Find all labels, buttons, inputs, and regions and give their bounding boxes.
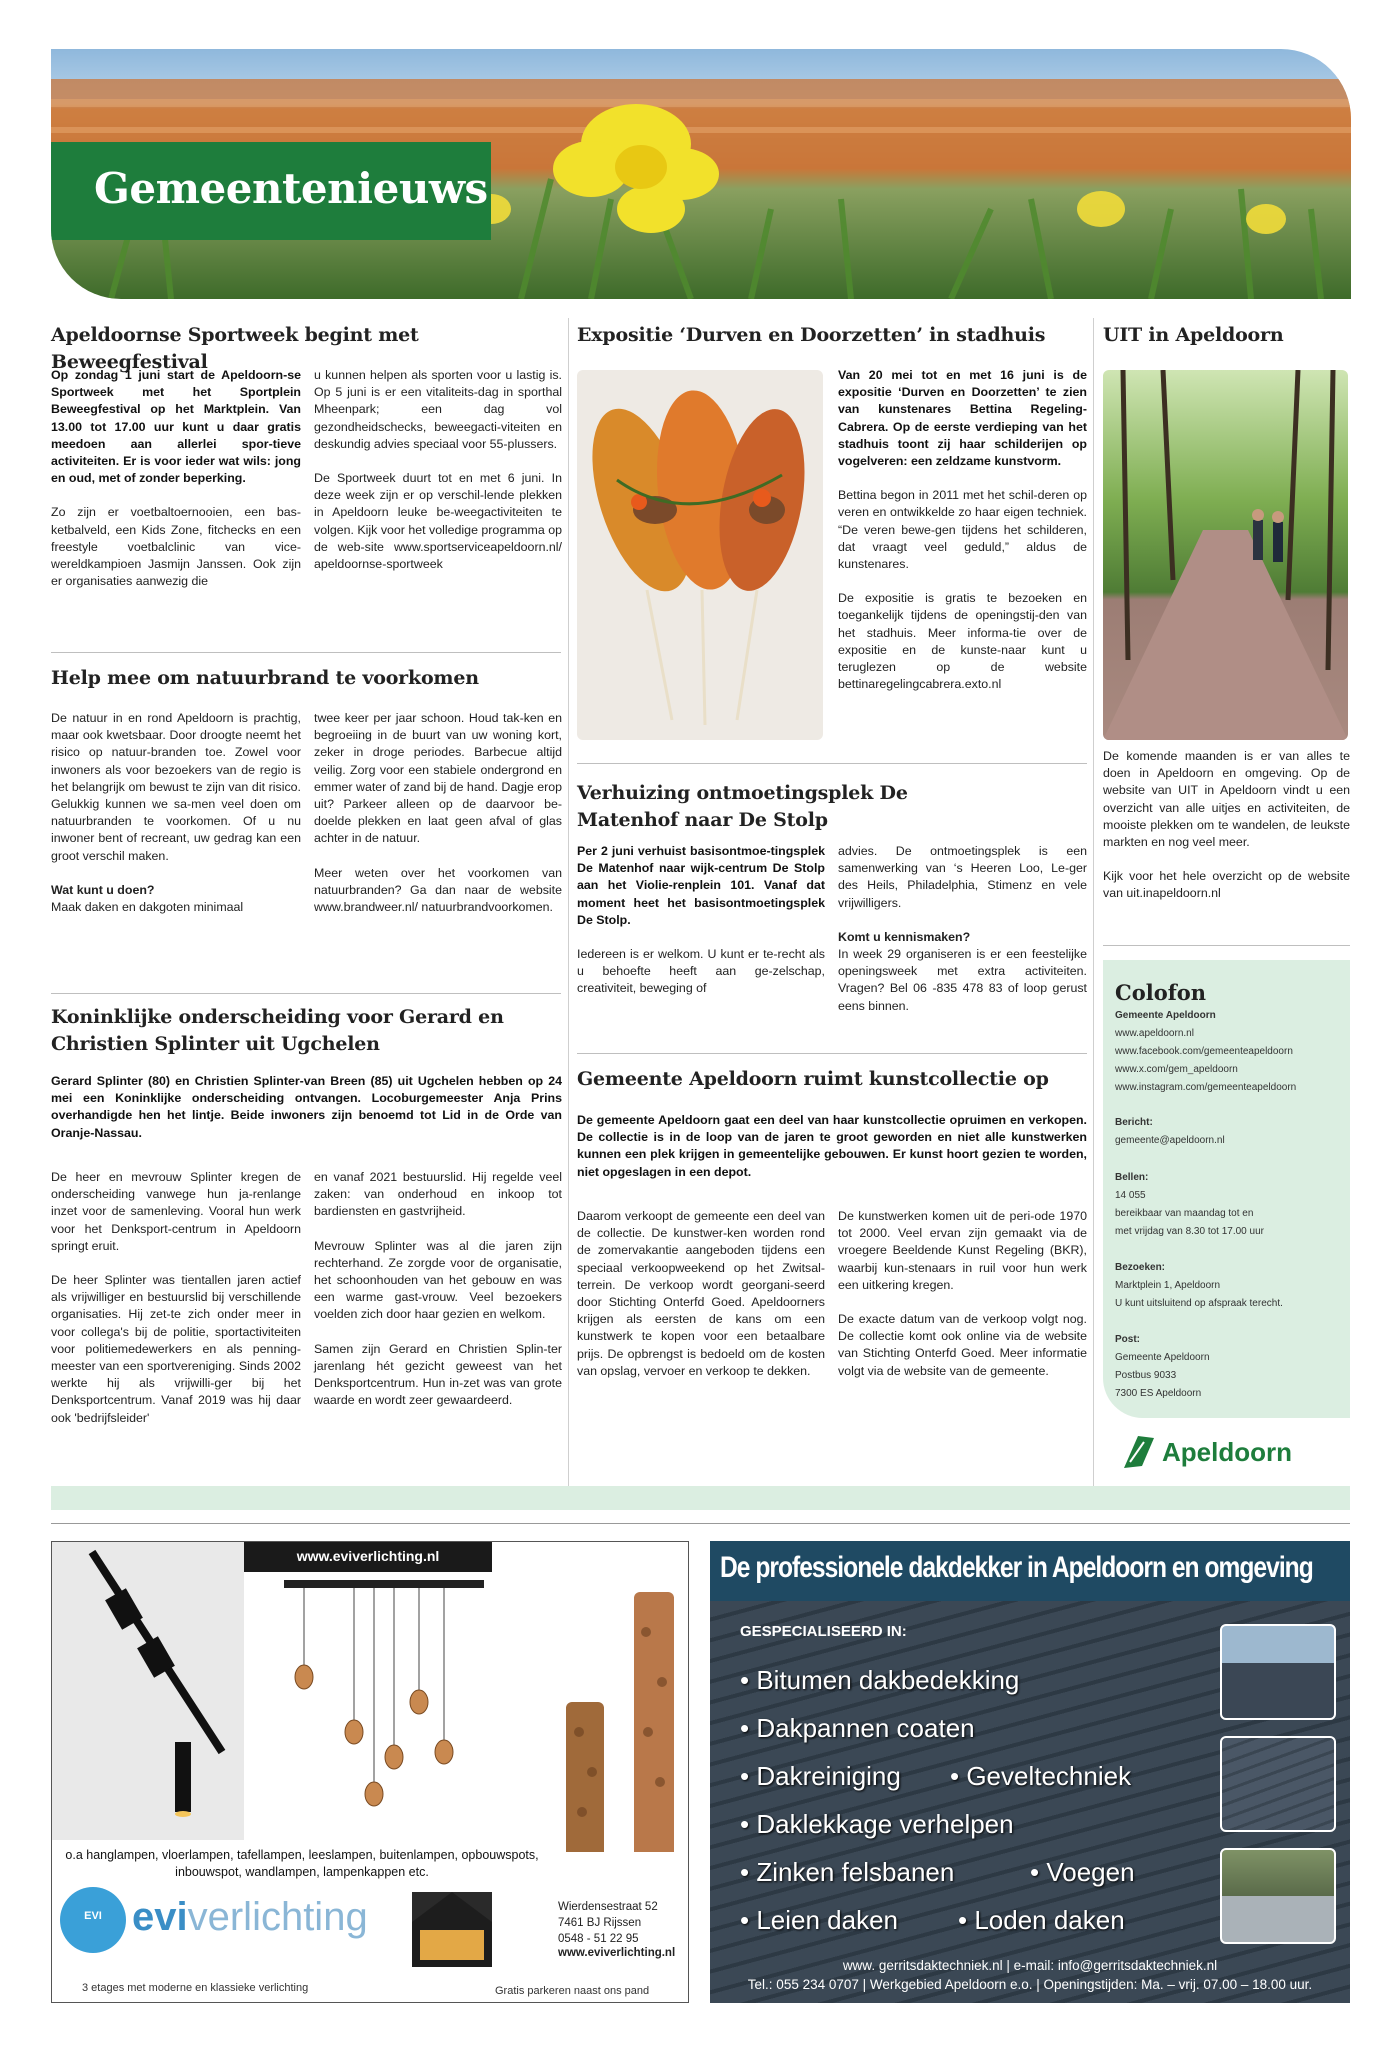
green-footer-strip <box>51 1486 1350 1510</box>
article-paragraph: Iedereen is er welkom. U kunt er te-recht als u behoefte heeft aan ge-zelschap, creativiteit, beweging of <box>577 947 825 996</box>
section-divider <box>1103 945 1350 946</box>
leaf-icon <box>1120 1432 1156 1472</box>
article-kunst <box>577 1066 1087 1093</box>
url-banner-text[interactable]: www.eviverlichting.nl <box>296 1548 440 1564</box>
article-paragraph: Kijk voor het hele overzicht op de website van uit.inapeldoorn.nl <box>1103 869 1350 901</box>
colofon-email: gemeente@apeldoorn.nl <box>1115 1135 1225 1146</box>
spotlight-illustration <box>52 1542 244 1840</box>
park-walk-photo <box>1103 370 1348 740</box>
section-divider <box>51 993 561 994</box>
service-item: • Bitumen dakbedekking <box>740 1665 1020 1695</box>
article-paragraph: De komende maanden is er van alles te doen in Apeldoorn en omgeving. Op de website van UIT in Apeldoorn vindt u een overzicht van alle uitjes en activiteiten, de mooiste plekken om te wandelen, de leukste markten en nog veel meer. <box>1103 749 1350 850</box>
bulb-icon-label: EVI <box>84 1910 102 1922</box>
evi-logo-sub[interactable]: verlichting <box>187 1895 368 1939</box>
ad-separator <box>51 1523 1350 1524</box>
feather-painting-photo <box>577 370 823 740</box>
pendant-lamps-illustration <box>244 1572 684 1852</box>
colofon-title: Colofon <box>1115 980 1207 1005</box>
colofon-label: Bezoeken: <box>1115 1262 1166 1273</box>
article-title: Expositie ‘Durven en Doorzetten’ in stadhuis <box>577 324 1046 346</box>
article-subheading: Wat kunt u doen? <box>51 882 155 897</box>
section-divider <box>577 1053 1087 1054</box>
article-column <box>577 1208 825 1397</box>
article-column <box>838 843 1087 1032</box>
article-paragraph: Zo zijn er voetbaltoernooien, een bas-ketbalveld, een Kids Zone, fitchecks en een freestyle voetbalclinic van vice-wereldkampioen Jasmijn Janssen. Ook zijn er organisaties aanwezig die <box>51 505 301 589</box>
header-banner <box>51 49 1351 299</box>
evi-logo-main[interactable]: evi <box>132 1895 188 1939</box>
url-banner[interactable] <box>244 1542 492 1572</box>
store-illustration <box>412 1892 492 1967</box>
colofon-phone: 14 055 bereikbaar van maandag tot en met vrijdag van 8.30 tot 17.00 uur <box>1115 1190 1264 1237</box>
article-column <box>577 843 825 1015</box>
roof-thumbnail-dormer <box>1220 1624 1336 1720</box>
specialised-label: GESPECIALISEERD IN: <box>740 1623 907 1640</box>
article-paragraph: twee keer per jaar schoon. Houd tak-ken en begroeiing in de buurt van uw woning kort, zeker in droge periodes. Barbecue altijd veilig. Zorg voor een stabiele ondergrond en emmer water of zand bij de hand. Dagje erop uit? Parkeer alleen op de daarvoor be-doelde plekken en laat geen afval of glas achter in de natuur. <box>314 711 562 846</box>
article-expositie <box>577 322 1087 349</box>
service-item: • Geveltechniek <box>950 1761 1132 1791</box>
ad-headline-bar <box>710 1541 1350 1601</box>
article-paragraph: Maak daken en dakgoten minimaal <box>51 900 244 915</box>
colofon-visit: Marktplein 1, Apeldoorn U kunt uitsluitend op afspraak terecht. <box>1115 1280 1283 1309</box>
park-illustration <box>1103 370 1348 740</box>
bulb-icon <box>60 1887 126 1953</box>
apeldoorn-logo <box>1120 1432 1350 1472</box>
colofon-org: Gemeente Apeldoorn <box>1115 1010 1216 1021</box>
ad-headline: De professionele dakdekker in Apeldoorn en omgeving <box>720 1551 1313 1584</box>
article-paragraph: advies. De ontmoetingsplek is een samenwerking van ‘s Heeren Loo, Le-ger des Heils, Philadelphia, Stimenz en vele vrijwilligers. <box>838 844 1087 910</box>
article-paragraph: De heer Splinter was tientallen jaren actief als vrijwilliger en bestuurslid bij verschillende organisaties. Hij zet-te zich onder meer in voor collega's bij de politie, sportactiviteiten voor politiemedewerkers en als penning-meester van een sportvereniging. Sinds 2002 werkte hij als vrijwilli-ger bij het Denksportcentrum. Vanaf 2019 was hij daar ook 'bedrijfsleider' <box>51 1273 301 1425</box>
article-matenhof <box>577 780 977 834</box>
article-lead: De gemeente Apeldoorn gaat een deel van haar kunstcollectie opruimen en verkopen. De collectie is in de loop van de jaren te groot geworden en niet alle kunstwerken kunnen een plek krijgen in gemeentelijke gebouwen. Er kunst hoort gezien te worden, niet opgeslagen in een depot. <box>577 1113 1087 1179</box>
store-url[interactable]: www.eviverlichting.nl <box>558 1947 676 1959</box>
article-splinter <box>51 1004 521 1058</box>
advertisement-evi[interactable] <box>51 1541 689 2003</box>
products-text: o.a hanglampen, vloerlampen, tafellampen, leeslampen, buitenlampen, opbouwspots, inbouwspot, wandlampen, lampenkappen etc. <box>65 1848 539 1879</box>
article-title: Gemeente Apeldoorn ruimt kunstcollectie op <box>577 1068 1049 1090</box>
article-uit <box>1103 322 1350 349</box>
roof-thumbnail-tiles <box>1220 1736 1336 1832</box>
article-lead: Op zondag 1 juni start de Apeldoorn-se Sportweek met het Sportplein Beweegfestival op het Marktplein. Van 13.00 tot 17.00 uur kunt u daar gratis meedoen aan allerlei spor-tieve activiteiten. Er is voor ieder wat wils: jong en oud, met of zonder beperking. <box>51 368 301 486</box>
store-tagline: 3 etages met moderne en klassieke verlichting <box>82 1982 309 1994</box>
article-lead: Gerard Splinter (80) en Christien Splinter-van Breen (85) uit Ugchelen hebben op 24 mei een Koninklijke onderscheiding ontvangen. Locoburgemeester Anja Prins overhandigde hen het lintje. Beide inwoners zijn benoemd tot Lid in de Orde van Oranje-Nassau. <box>51 1074 562 1140</box>
hours-line: Tel.: 055 234 0707 | Werkgebied Apeldoorn e.o. | Openingstijden: Ma. – vrij. 07.00 – 18.00 uur. <box>747 1977 1313 1992</box>
colofon-label: Post: <box>1115 1334 1140 1345</box>
article-paragraph: Bettina begon in 2011 met het schil-deren op veren en ontwikkelde zo haar eigen techniek. “De veren bewe-gen tijdens het schilderen, dat vraagt veel geduld,” aldus de kunstenares. <box>838 488 1087 572</box>
banner-title-box <box>51 142 491 240</box>
article-title: Verhuizing ontmoetingsplek De Matenhof naar De Stolp <box>577 782 908 831</box>
article-paragraph: en vanaf 2021 bestuurslid. Hij regelde veel zaken: van onderhoud en inkoop tot bardiensten en gastvrijheid. <box>314 1170 562 1219</box>
colofon-label: Bericht: <box>1115 1117 1153 1128</box>
parking-note: Gratis parkeren naast ons pand <box>495 1985 650 1997</box>
article-paragraph: De kunstwerken komen uit de peri-ode 1970 tot 2000. Veel ervan zijn gemaakt via de vroegere Beeldende Kunst Regeling (BKR), waarbij kun-stenaars in ruil voor hun werk een uitkering kregen. <box>838 1209 1087 1292</box>
contact-footer <box>710 1956 1350 1994</box>
article-paragraph: Samen zijn Gerard en Christien Splin-ter jarenlang hét gezicht geweest van het Denksportcentrum. Hun in-zet was van grote waarde en wordt zeer gewaardeerd. <box>314 1341 562 1408</box>
article-subheading: Komt u kennismaken? <box>838 929 971 944</box>
article-paragraph: Daarom verkoopt de gemeente een deel van de collectie. De kunstwer-ken worden rond de zomervakantie aangeboden tijdens een speciaal verkoopweekend op het Zwitsal-terrein. De verkoop wordt georgani-seerd door Stichting Onterfd Goed. Apeldoorners krijgen als eersten de kans om een kunstwerk te kopen voor een betaalbare prijs. De opbrengst is bedoeld om de kosten van opslag, vervoer en verkoop te dekken. <box>577 1209 825 1378</box>
section-divider <box>577 763 1087 764</box>
service-item: • Voegen <box>1030 1857 1135 1887</box>
article-title: Help mee om natuurbrand te voorkomen <box>51 667 479 689</box>
article-lead: Van 20 mei tot en met 16 juni is de expositie ‘Durven en Doorzetten’ te zien van kunstenares Bettina Regeling-Cabrera. Op de eerste verdieping van het stadhuis toont zij haar schilderijen op vogelveren: een zeldzame kunstvorm. <box>838 368 1087 469</box>
article-paragraph: De natuur in en rond Apeldoorn is prachtig, maar ook kwetsbaar. Door droogte neemt het risico op natuur-branden toe. Zowel voor inwoners als voor bezoekers van de regio is het belangrijk om bewust te zijn van dit risico. Gelukkig kunnen we sa-men veel doen om natuurbranden te voorkomen. Of u nu inwoner bent of recreant, uw gedrag kan een groot verschil maken. <box>51 711 301 863</box>
banner-title: Gemeentenieuws <box>94 164 488 213</box>
article-paragraph: De exacte datum van de verkoop volgt nog. De collectie komt ook online via de website van Stichting Onterfd Goed. Meer informatie volgt via de website van de gemeente. <box>838 1312 1087 1378</box>
article-paragraph: De heer en mevrouw Splinter kregen de onderscheiding vanwege hun ja-renlange inzet voor de samenleving. Vooral hun werk voor het Denksport-centrum in Apeldoorn springt eruit. <box>51 1170 301 1253</box>
column-divider <box>1093 318 1094 1486</box>
colofon-box <box>1103 960 1350 1418</box>
article-column <box>838 367 1087 710</box>
article-column <box>838 1208 1087 1397</box>
logo-text: Apeldoorn <box>1162 1437 1292 1467</box>
colofon-post: Gemeente Apeldoorn Postbus 9033 7300 ES Apeldoorn <box>1115 1352 1210 1399</box>
column-divider <box>568 318 569 1486</box>
article-column <box>51 1169 301 1444</box>
service-item: • Zinken felsbanen <box>740 1857 955 1887</box>
article-natuurbrand <box>51 665 561 692</box>
article-lead-block <box>577 1112 1087 1198</box>
service-item: • Loden daken <box>958 1905 1125 1935</box>
colofon-links: www.apeldoorn.nl www.facebook.com/gemeenteapeldoorn www.x.com/gem_apeldoorn www.instagram.com/gemeenteapeldoorn <box>1115 1028 1297 1093</box>
article-lead: Per 2 juni verhuist basisontmoe-tingsplek De Matenhof naar wijk-centrum De Stolp aan het Violie-renplein 101. Vanaf dat moment heet het basisontmoetingsplek De Stolp. <box>577 844 825 927</box>
track-light-photo <box>52 1542 244 1840</box>
colofon-label: Bellen: <box>1115 1172 1149 1183</box>
article-column <box>314 710 562 933</box>
article-column <box>314 367 562 590</box>
article-column <box>1103 748 1350 920</box>
article-title: Apeldoornse Sportweek begint met Beweegfestival <box>51 324 419 373</box>
store-address: Wierdensestraat 52 7461 BJ Rijssen 0548 - 51 22 95 <box>558 1901 658 1945</box>
article-column <box>51 710 301 933</box>
section-divider <box>51 652 561 653</box>
article-paragraph: De Sportweek duurt tot en met 6 juni. In deze week zijn er op verschil-lende plekken in Apeldoorn leuke be-weegactiviteiten te volgen. Kijk voor het volledige programma op de web-site www.sportserviceapeldoorn.nl/ apeldoornse-sportweek <box>314 471 562 572</box>
service-item: • Dakpannen coaten <box>740 1713 975 1743</box>
article-paragraph: u kunnen helpen als sporten voor u lastig is. Op 5 juni is er een vitaliteits-dag in sporthal Mheenpark; een dag vol gezondheidschecks, beweegacti-viteiten en deskundig advies speciaal voor 55-plussers. <box>314 368 562 451</box>
article-paragraph: Meer weten over het voorkomen van natuurbranden? Ga dan naar de website www.brandweer.nl/ natuurbrandvoorkomen. <box>314 865 562 915</box>
article-column <box>314 1169 562 1426</box>
article-paragraph: In week 29 organiseren is er een feestelijke openingsweek met extra activiteiten. Vragen? Bel 06 -835 478 83 of loop gerust eens binnen. <box>838 947 1087 1013</box>
evi-logo[interactable] <box>132 1892 368 1942</box>
article-paragraph: Mevrouw Splinter was al die jaren zijn rechterhand. Ze zorgde voor de organisatie, het schoonhouden van het gebouw en was een warme gast-vrouw. Veel bezoekers voelden zich door haar gezien en welkom. <box>314 1238 562 1322</box>
store-photo <box>412 1892 492 1967</box>
feather-illustration <box>577 370 823 740</box>
article-title: UIT in Apeldoorn <box>1103 324 1284 346</box>
service-item: • Daklekkage verhelpen <box>740 1809 1014 1839</box>
service-item: • Dakreiniging <box>740 1761 901 1791</box>
service-item: • Leien daken <box>740 1905 899 1935</box>
roof-thumbnail-gutter <box>1220 1848 1336 1944</box>
article-paragraph: De expositie is gratis te bezoeken en toegankelijk tijdens de openingstij-den van het stadhuis. Meer informa-tie over de expositie en de kunste-naar kunt u teruglezen op de website bettinaregelingcabrera.exto.nl <box>838 591 1087 692</box>
contact-line[interactable]: www. gerritsdaktechniek.nl | e-mail: info@gerritsdaktechniek.nl <box>842 1958 1218 1973</box>
article-lead-block <box>51 1073 562 1159</box>
advertisement-dakdekker[interactable] <box>710 1541 1350 2003</box>
article-title: Koninklijke onderscheiding voor Gerard en Christien Splinter uit Ugchelen <box>51 1006 504 1055</box>
article-column <box>51 367 301 607</box>
